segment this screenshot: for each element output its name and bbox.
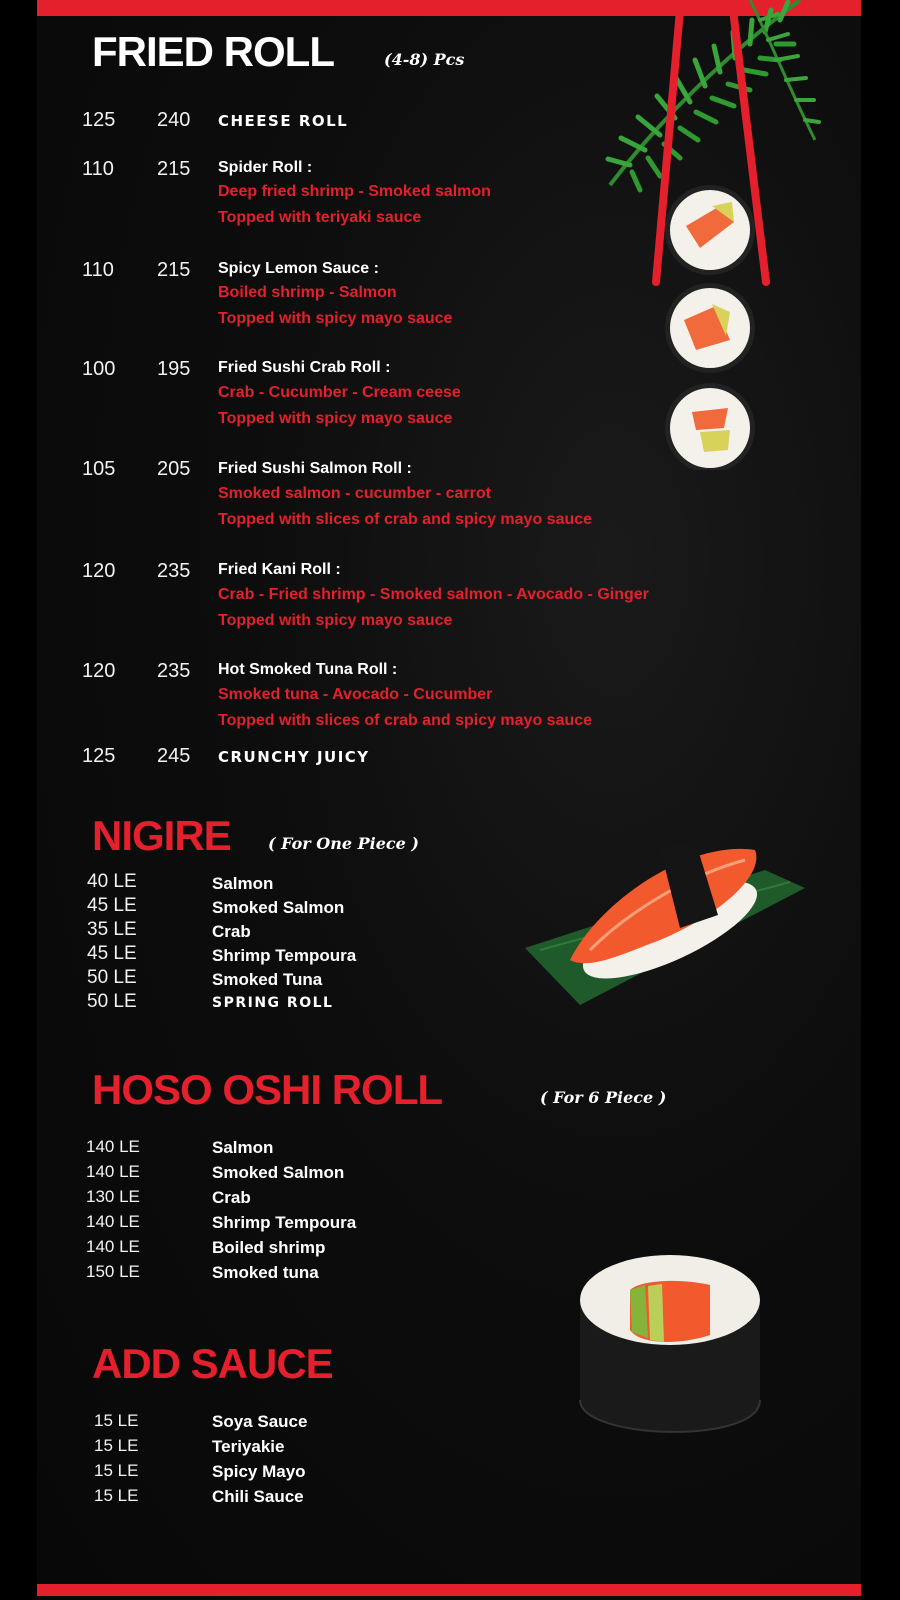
nigire-1-price: 40 LE: [87, 871, 137, 892]
item-7-desc-1: Smoked tuna - Avocado - Cucumber: [218, 686, 493, 703]
sauce-1-price: 15 LE: [94, 1411, 139, 1430]
maki-roll-1-icon: [665, 185, 755, 275]
item-2-desc-2: Topped with teriyaki sauce: [218, 209, 422, 226]
sauce-3-name: Spicy Mayo: [212, 1462, 306, 1481]
item-6-price-large: 235: [157, 560, 191, 582]
item-6-desc-1: Crab - Fried shrimp - Smoked salmon - Avocado - Ginger: [218, 586, 649, 603]
item-1-price-large: 240: [157, 109, 191, 131]
item-8-price-large: 245: [157, 745, 191, 767]
hoso-2-name: Smoked Salmon: [212, 1163, 345, 1182]
hoso-1-price: 140 LE: [86, 1137, 140, 1156]
hoso-6-price: 150 LE: [86, 1262, 140, 1281]
sauce-1-name: Soya Sauce: [212, 1412, 308, 1431]
nigire-1-name: Salmon: [212, 874, 274, 893]
item-4-desc-2: Topped with spicy mayo sauce: [218, 410, 453, 427]
hoso-4-price: 140 LE: [86, 1212, 140, 1231]
item-6-desc-2: Topped with spicy mayo sauce: [218, 612, 453, 629]
item-4-price-small: 100: [82, 358, 116, 380]
item-6-name: Fried Kani Roll :: [218, 561, 341, 578]
hoso-5-name: Boiled shrimp: [212, 1238, 326, 1257]
fern-chopsticks-maki-illustration: [600, 0, 830, 470]
hoso-3-price: 130 LE: [86, 1187, 140, 1206]
item-1-name: CHEESE ROLL: [218, 112, 349, 130]
nigire-3-name: Crab: [212, 922, 251, 941]
hoso-4-name: Shrimp Tempoura: [212, 1213, 357, 1232]
item-8-name: CRUNCHY JUICY: [218, 748, 370, 766]
sauce-4-name: Chili Sauce: [212, 1487, 304, 1506]
item-2-name: Spider Roll :: [218, 159, 313, 176]
nigire-2-name: Smoked Salmon: [212, 898, 345, 917]
nigire-6-price: 50 LE: [87, 991, 137, 1012]
item-5-desc-1: Smoked salmon - cucumber - carrot: [218, 485, 491, 502]
nigire-5-price: 50 LE: [87, 967, 137, 988]
fern-leaf-icon: [608, 0, 819, 190]
hoso-3-name: Crab: [212, 1188, 251, 1207]
maki-roll-3-icon: [665, 383, 755, 470]
hoso-6-name: Smoked tuna: [212, 1263, 319, 1282]
item-7-desc-2: Topped with slices of crab and spicy mayo sauce: [218, 712, 593, 729]
item-5-price-small: 105: [82, 458, 116, 480]
bottom-red-bar: [37, 1584, 861, 1596]
item-1-price-small: 125: [82, 109, 116, 131]
sauce-4-price: 15 LE: [94, 1486, 139, 1505]
item-3-name: Spicy Lemon Sauce :: [218, 260, 379, 277]
item-2-price-large: 215: [157, 158, 191, 180]
nigire-4-name: Shrimp Tempoura: [212, 946, 357, 965]
item-2-desc-1: Deep fried shrimp - Smoked salmon: [218, 183, 491, 200]
item-6-price-small: 120: [82, 560, 116, 582]
nigire-4-price: 45 LE: [87, 943, 137, 964]
hoso-5-price: 140 LE: [86, 1237, 140, 1256]
hoso-1-name: Salmon: [212, 1138, 274, 1157]
item-5-desc-2: Topped with slices of crab and spicy mayo sauce: [218, 511, 593, 528]
item-8-price-small: 125: [82, 745, 116, 767]
sauce-2-name: Teriyakie: [212, 1437, 285, 1456]
sauce-2-price: 15 LE: [94, 1436, 139, 1455]
fried-roll-title: FRIED ROLL: [92, 28, 334, 75]
item-5-price-large: 205: [157, 458, 191, 480]
item-7-price-large: 235: [157, 660, 191, 682]
maki-roll-2-icon: [665, 283, 755, 373]
item-3-price-small: 110: [82, 259, 114, 281]
hoso-oshi-title: HOSO OSHI ROLL: [92, 1066, 443, 1113]
maki-roll-large-icon: [580, 1255, 760, 1432]
nigire-portion-note: ( For One Piece ): [268, 834, 419, 853]
hoso-2-price: 140 LE: [86, 1162, 140, 1181]
nigiri-sushi-icon: [570, 840, 769, 997]
add-sauce-title: ADD SAUCE: [92, 1340, 333, 1387]
item-2-price-small: 110: [82, 158, 114, 180]
nigire-title: NIGIRE: [92, 812, 231, 859]
item-3-desc-1: Boiled shrimp - Salmon: [218, 284, 397, 301]
item-3-price-large: 215: [157, 259, 191, 281]
nigire-6-name: SPRING ROLL: [212, 995, 334, 1011]
item-4-desc-1: Crab - Cucumber - Cream ceese: [218, 384, 461, 401]
item-4-name: Fried Sushi Crab Roll :: [218, 359, 391, 376]
nigire-3-price: 35 LE: [87, 919, 137, 940]
nigiri-illustration: [520, 830, 820, 1020]
nigire-2-price: 45 LE: [87, 895, 137, 916]
large-maki-illustration: [570, 1250, 770, 1460]
item-4-price-large: 195: [157, 358, 191, 380]
hoso-oshi-portion-note: ( For 6 Piece ): [540, 1088, 667, 1107]
item-5-name: Fried Sushi Salmon Roll :: [218, 460, 412, 477]
item-3-desc-2: Topped with spicy mayo sauce: [218, 310, 453, 327]
sauce-3-price: 15 LE: [94, 1461, 139, 1480]
item-7-name: Hot Smoked Tuna Roll :: [218, 661, 398, 678]
fried-roll-portion-note: (4-8) Pcs: [384, 50, 465, 69]
nigire-5-name: Smoked Tuna: [212, 970, 323, 989]
item-7-price-small: 120: [82, 660, 116, 682]
